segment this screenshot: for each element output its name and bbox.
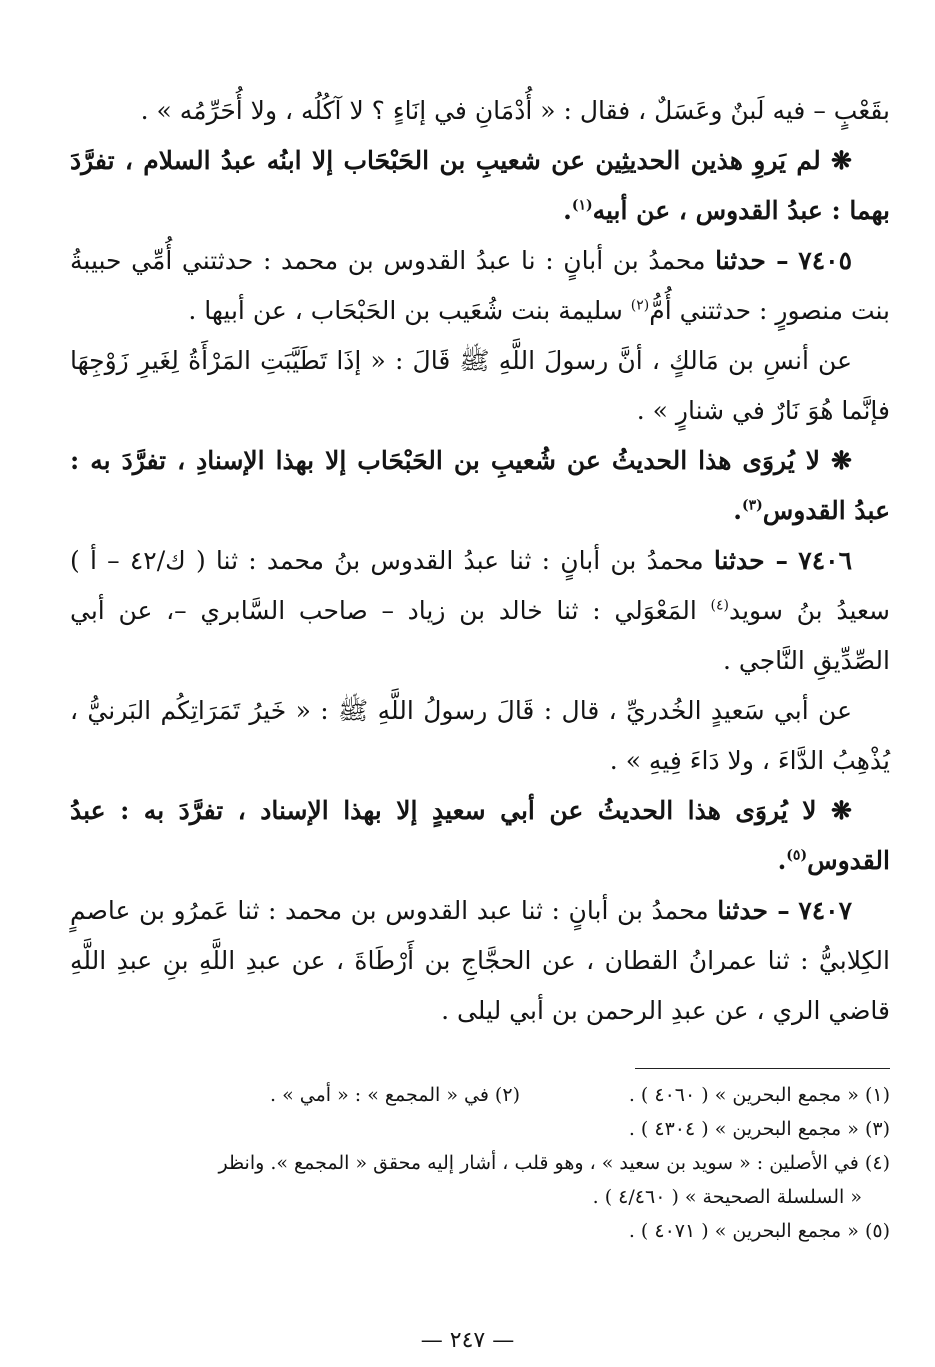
hadith-lead: – حدثنا xyxy=(717,896,790,925)
paragraph-tail: . xyxy=(563,196,572,225)
footnote-1: (١) « مجمع البحرين » ( ٤٠٦٠ ) . xyxy=(628,1084,890,1106)
footnote-mark: (١) xyxy=(571,197,593,214)
asterism-icon: ❋ xyxy=(831,796,852,825)
asterism-icon: ❋ xyxy=(831,446,852,475)
paragraph-text: محمدُ بن أبانٍ : نا عبدُ القدوس بن محمد : حدثتني أُمِّي حبيبةُ بنت منصورٍ : حدثتني أُمُّ xyxy=(70,246,890,325)
footnote-4: (٤) في الأصلين : « سويد بن سعيد » ، وهو قلب ، أشار إليه محقق « المجمع ». وانظر xyxy=(218,1152,890,1174)
main-text xyxy=(70,86,890,1036)
paragraph-8 xyxy=(70,786,890,886)
hadith-lead: – حدثنا xyxy=(715,246,789,275)
paragraph-tail: . xyxy=(777,846,787,875)
footnote-mark: (٢) xyxy=(630,297,650,314)
hadith-number: ٧٤٠٥ xyxy=(798,246,853,275)
hadith-lead: – حدثنا xyxy=(713,546,789,575)
footnote-2: (٢) في « المجمع » : « أمي » . xyxy=(270,1084,520,1106)
paragraph-3 xyxy=(70,236,890,336)
footnote-3: (٣) « مجمع البحرين » ( ٤٣٠٤ ) . xyxy=(628,1118,890,1140)
footnote-mark: (٥) xyxy=(786,847,808,864)
footnote-4-continued: « السلسلة الصحيحة » ( ٤/٤٦٠ ) . xyxy=(592,1186,862,1208)
paragraph-tail: المَعْوَلي : ثنا خالد بن زياد – صاحب السَّابري –، عن أبي الصِّدِّيقِ النَّاجي . xyxy=(70,596,890,675)
paragraph-4 xyxy=(70,336,890,436)
paragraph-tail: سليمة بنت شُعَيب بن الحَبْحَاب ، عن أبيها . xyxy=(188,296,623,325)
page-number: — ٢٤٧ — xyxy=(420,1328,515,1353)
footnote-5: (٥) « مجمع البحرين » ( ٤٠٧١ ) . xyxy=(628,1220,890,1242)
paragraph-6 xyxy=(70,536,890,686)
paragraph-text: بقَعْبٍ – فيه لَبنٌ وعَسَلٌ ، فقال : « أُدْمَانِ في إنَاءٍ ؟ لا آكُلُه ، ولا أُحَرِّمُه » . xyxy=(140,96,890,125)
paragraph-7 xyxy=(70,686,890,786)
footnote-row xyxy=(70,1078,890,1112)
footnote-mark: (٣) xyxy=(742,497,763,514)
paragraph-5 xyxy=(70,436,890,536)
paragraph-9 xyxy=(70,886,890,1036)
footnote-divider xyxy=(635,1068,890,1069)
paragraph-text: محمدُ بن أبانٍ : ثنا عبد القدوس بن محمد : ثنا عَمرُو بن عاصمٍ الكِلابيُّ : ثنا عمرانُ القطان ، عن الحجَّاجِ بن أَرْطَاةَ ، عن عبدِ اللَّهِ بنِ عبدِ اللَّهِ قاضي الري ، عن عبدِ الرحمن بن أبي ليلى . xyxy=(70,896,890,1025)
paragraph-2 xyxy=(70,136,890,236)
footnotes xyxy=(70,1078,890,1248)
hadith-number: ٧٤٠٧ xyxy=(798,896,853,925)
paragraph-text: لا يُروَى هذا الحديثُ عن شُعيبِ بن الحَبْحَاب إلا بهذا الإسنادِ ، تفرَّدَ به : عبدُ القدوس xyxy=(70,446,890,525)
paragraph-text: لم يَروِ هذين الحديثِين عن شعيبِ بن الحَبْحَاب إلا ابنُه عبدُ السلام ، تفرَّدَ بهما : عبدُ القدوس ، عن أبيه xyxy=(70,146,890,225)
paragraph-tail: . xyxy=(733,496,742,525)
paragraph-text: عن أبي سَعيدٍ الخُدريِّ ، قال : قَالَ رسولُ اللَّهِ ﷺ : « خَيرُ تَمَرَاتِكُم البَرنيُّ ، يُذْهِبُ الدَّاءَ ، ولا دَاءَ فِيهِ » . xyxy=(70,696,890,775)
asterism-icon: ❋ xyxy=(831,146,852,175)
paragraph-text: لا يُروَى هذا الحديثُ عن أبي سعيدٍ إلا بهذا الإسناد ، تفرَّدَ به : عبدُ القدوس xyxy=(70,796,890,875)
paragraph-1 xyxy=(70,86,890,136)
paragraph-text: محمدُ بن أبانٍ : ثنا عبدُ القدوس بنُ محمد : ثنا ( ك/٤٢ – أ ) سعيدُ بنُ سويد xyxy=(70,546,890,625)
footnote-mark: (٤) xyxy=(710,597,729,614)
paragraph-text: عن أنسِ بن مَالكٍ ، أنَّ رسولَ اللَّهِ ﷺ قَالَ : « إذَا تَطَيَّبَتِ المَرْأَةُ لِغَيرِ زَوْجِهَا فإنَّما هُوَ نَارٌ في شنارٍ » . xyxy=(70,346,890,425)
hadith-number: ٧٤٠٦ xyxy=(798,546,852,575)
